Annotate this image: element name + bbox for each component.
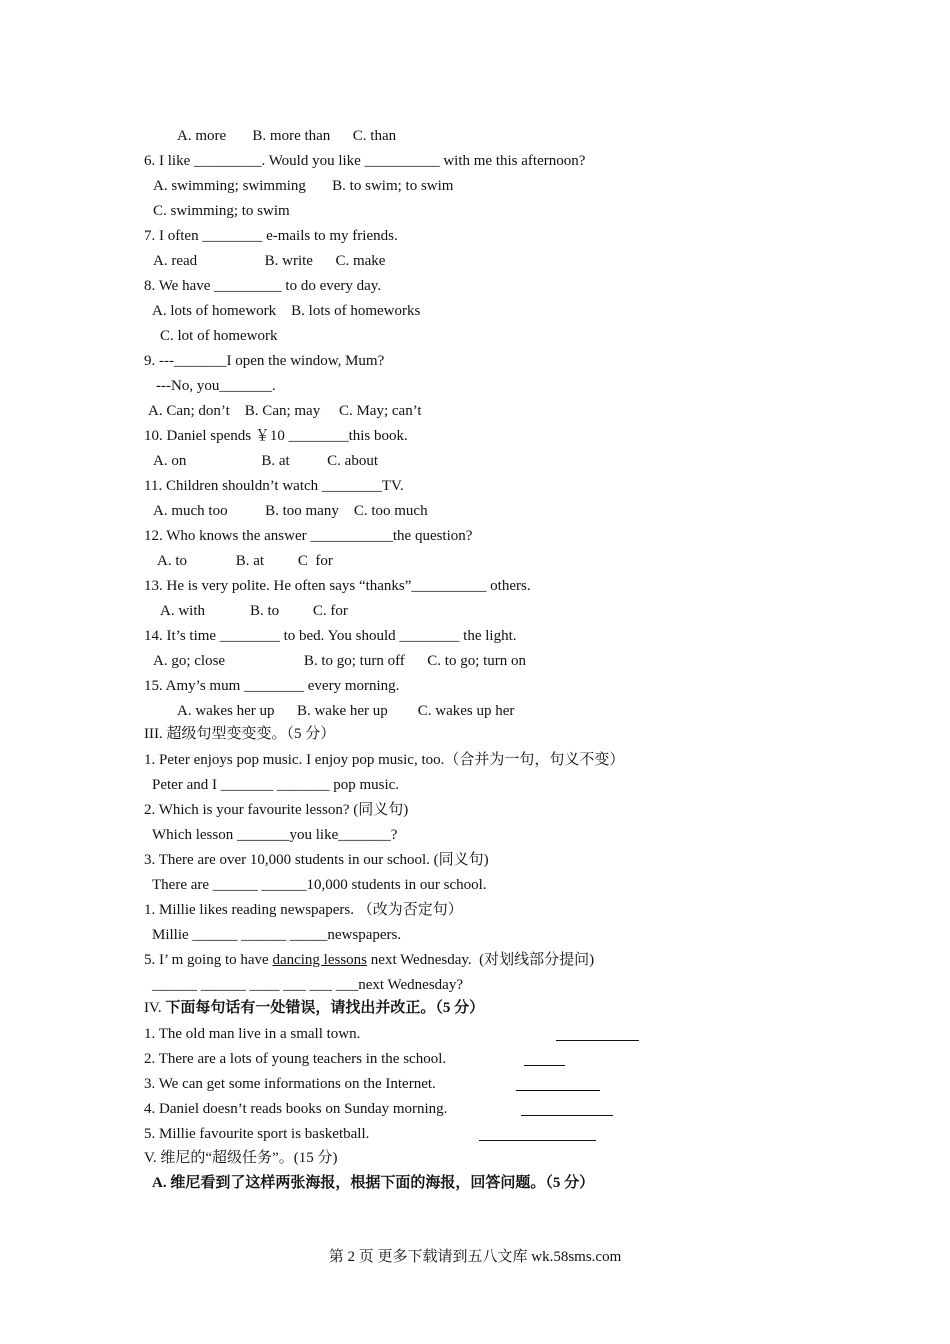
- q12-options: A. to B. at C for: [157, 553, 333, 569]
- s3-question-3: 3. There are over 10,000 students in our school. (同义句): [144, 852, 489, 868]
- question-12: 12. Who knows the answer ___________the question?: [144, 528, 473, 544]
- question-13: 13. He is very polite. He often says “thanks”__________ others.: [144, 578, 531, 594]
- q8-options-a-b: A. lots of homework B. lots of homeworks: [152, 303, 421, 319]
- question-7: 7. I often ________ e-mails to my friends.: [144, 228, 398, 244]
- s3-question-2: 2. Which is your favourite lesson? (同义句): [144, 802, 409, 818]
- s3-answer-2: Which lesson _______you like_______?: [152, 827, 398, 843]
- s4-answer-blank-4[interactable]: [521, 1115, 613, 1116]
- question-10: 10. Daniel spends ￥10 ________this book.: [144, 428, 408, 444]
- s4-item-4: 4. Daniel doesn’t reads books on Sunday morning.: [144, 1101, 448, 1117]
- section-5a-instruction: A. 维尼看到了这样两张海报，根据下面的海报，回答问题。（5 分）: [152, 1175, 595, 1191]
- q11-options: A. much too B. too many C. too much: [153, 503, 428, 519]
- question-14: 14. It’s time ________ to bed. You should ________ the light.: [144, 628, 517, 644]
- s3-question-1: 1. Peter enjoys pop music. I enjoy pop music, too.（合并为一句，句义不变）: [144, 752, 625, 768]
- q9-options: A. Can; don’t B. Can; may C. May; can’t: [148, 403, 422, 419]
- q9-response: ---No, you_______.: [156, 378, 276, 394]
- q5-options: A. more B. more than C. than: [177, 128, 397, 144]
- s4-answer-blank-3[interactable]: [516, 1090, 600, 1091]
- s4-answer-blank-5[interactable]: [479, 1140, 596, 1141]
- s3-q5-underlined: dancing lessons: [272, 952, 368, 968]
- s4-title: 下面每句话有一处错误，请找出并改正。: [165, 1000, 436, 1016]
- s4-item-1: 1. The old man live in a small town.: [144, 1026, 361, 1042]
- s4-item-5: 5. Millie favourite sport is basketball.: [144, 1126, 370, 1142]
- s4-score: （5 分）: [435, 1000, 485, 1016]
- section-3-heading: III. 超级句型变变变。（5 分）: [144, 726, 336, 742]
- s4-item-3: 3. We can get some informations on the Internet.: [144, 1076, 436, 1092]
- q8-option-c: C. lot of homework: [160, 328, 278, 344]
- q13-options: A. with B. to C. for: [160, 603, 348, 619]
- s3-question-4: 1. Millie likes reading newspapers. （改为否定句）: [144, 902, 463, 918]
- question-6: 6. I like _________. Would you like __________ with me this afternoon?: [144, 153, 586, 169]
- section-5-heading: V. 维尼的“超级任务”。(15 分): [144, 1150, 338, 1166]
- q15-options: A. wakes her up B. wake her up C. wakes up her: [177, 703, 515, 719]
- page-footer: 第 2 页 更多下载请到五八文库 wk.58sms.com: [328, 1249, 622, 1265]
- question-9: 9. ---_______I open the window, Mum?: [144, 353, 385, 369]
- question-15: 15. Amy’s mum ________ every morning.: [144, 678, 400, 694]
- q10-options: A. on B. at C. about: [153, 453, 378, 469]
- q14-options: A. go; close B. to go; turn off C. to go; turn on: [153, 653, 527, 669]
- question-11: 11. Children shouldn’t watch ________TV.: [144, 478, 404, 494]
- s4-answer-blank-2[interactable]: [524, 1065, 565, 1066]
- s3-answer-5: ______ ______ ____ ___ ___ ___next Wednesday?: [152, 977, 463, 993]
- q6-option-c: C. swimming; to swim: [153, 203, 290, 219]
- section-4-heading: [144, 998, 484, 1018]
- s4-item-2: 2. There are a lots of young teachers in the school.: [144, 1051, 447, 1067]
- s3-answer-3: There are ______ ______10,000 students in our school.: [152, 877, 487, 893]
- q6-options-a-b: A. swimming; swimming B. to swim; to swim: [153, 178, 454, 194]
- s3-answer-4: Millie ______ ______ _____newspapers.: [152, 927, 402, 943]
- s3-answer-1: Peter and I _______ _______ pop music.: [152, 777, 400, 793]
- s3-question-5: [144, 950, 594, 970]
- q7-options: A. read B. write C. make: [153, 253, 386, 269]
- s3-q5-prefix: 5. I’ m going to have: [144, 952, 273, 968]
- s3-q5-suffix: next Wednesday. (对划线部分提问): [367, 952, 595, 968]
- question-8: 8. We have _________ to do every day.: [144, 278, 382, 294]
- s4-answer-blank-1[interactable]: [556, 1040, 639, 1041]
- s4-numeral: IV.: [144, 1000, 166, 1016]
